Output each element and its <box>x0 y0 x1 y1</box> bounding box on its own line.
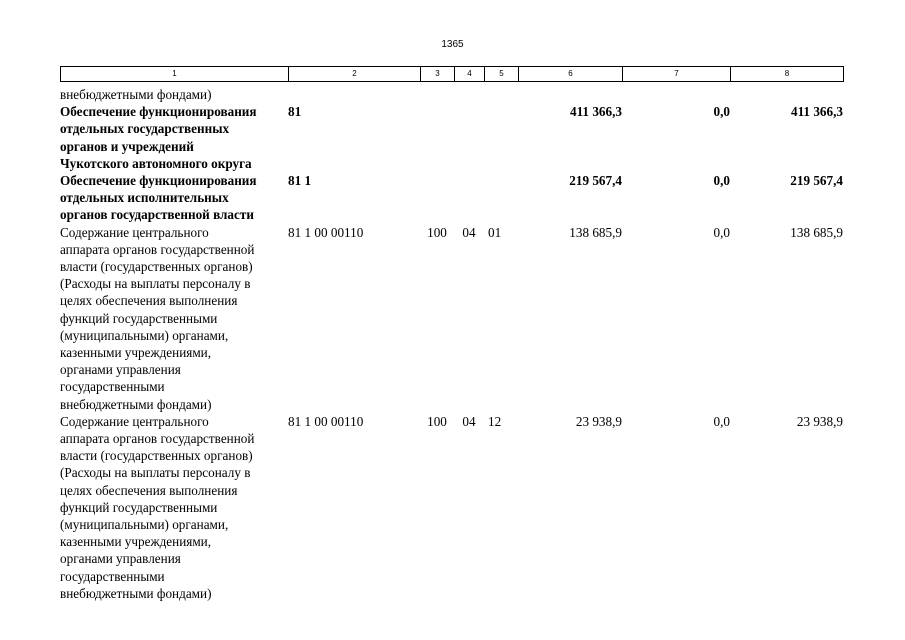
amount-change: 0,0 <box>713 104 730 120</box>
column-header-5: 5 <box>485 67 519 82</box>
table-row <box>60 86 850 103</box>
expense-name <box>60 86 288 103</box>
subsection-code: 12 <box>488 413 502 429</box>
column-header-7: 7 <box>623 67 731 82</box>
expense-name-line: Обеспечение функционирования <box>60 104 257 120</box>
amount-sum: 411 366,3 <box>790 104 843 120</box>
expense-name <box>60 224 288 413</box>
expense-name-line: органами управления <box>60 551 181 567</box>
column-header-8: 8 <box>731 67 844 82</box>
expense-name-line: власти (государственных органов) <box>60 259 253 275</box>
amount-change: 0,0 <box>713 224 730 240</box>
expense-name <box>60 103 288 172</box>
expense-type-code: 100 <box>427 224 447 240</box>
column-header-3: 3 <box>421 67 455 82</box>
expense-name-line: (Расходы на выплаты персоналу в <box>60 276 251 292</box>
target-article-code: 81 1 <box>288 173 312 189</box>
column-header-row <box>61 67 844 82</box>
target-article-code: 81 1 00 00110 <box>288 224 364 240</box>
page-number: 1365 <box>441 39 464 50</box>
amount-total: 23 938,9 <box>575 413 622 429</box>
table-row <box>60 172 850 224</box>
amount-total: 219 567,4 <box>569 173 622 189</box>
expense-name-line: органами управления <box>60 362 181 378</box>
expense-name-line: целях обеспечения выполнения <box>60 482 238 498</box>
expense-name-line: функций государственными <box>60 499 218 515</box>
expense-name-line: внебюджетными фондами) <box>60 87 212 102</box>
target-article-code: 81 1 00 00110 <box>288 413 364 429</box>
column-header-6: 6 <box>519 67 623 82</box>
expense-name-line: (муниципальными) органами, <box>60 327 229 343</box>
expense-name-line: аппарата органов государственной <box>60 241 255 257</box>
expense-name-line: аппарата органов государственной <box>60 431 255 447</box>
column-header-1: 1 <box>61 67 289 82</box>
expense-type-code: 100 <box>427 413 447 429</box>
expense-name-line: отдельных исполнительных <box>60 190 229 206</box>
table-row <box>60 103 850 172</box>
expense-name-line: власти (государственных органов) <box>60 448 253 464</box>
column-header-table <box>60 66 844 82</box>
expense-name-line: внебюджетными фондами) <box>60 396 212 412</box>
expense-name-line: государственными <box>60 379 165 395</box>
amount-change: 0,0 <box>713 413 730 429</box>
table-row <box>60 413 850 602</box>
expense-name <box>60 172 288 224</box>
expense-name-line: казенными учреждениями, <box>60 345 212 361</box>
amount-change: 0,0 <box>713 173 730 189</box>
expense-name-line: Содержание центрального <box>60 413 209 429</box>
amount-sum: 219 567,4 <box>790 173 843 189</box>
amount-total: 411 366,3 <box>569 104 622 120</box>
subsection-code: 01 <box>488 224 502 240</box>
table-row <box>60 224 850 413</box>
expense-name-line: органов государственной власти <box>60 207 254 223</box>
expense-name-line: внебюджетными фондами) <box>60 585 212 601</box>
column-header-2: 2 <box>289 67 421 82</box>
amount-sum: 23 938,9 <box>796 413 843 429</box>
expense-name-line: функций государственными <box>60 310 218 326</box>
column-header-4: 4 <box>455 67 485 82</box>
expense-name-line: органов и учреждений <box>60 138 194 154</box>
expense-name-line: целях обеспечения выполнения <box>60 293 238 309</box>
expense-name-line: отдельных государственных <box>60 121 230 137</box>
expense-name-line: казенными учреждениями, <box>60 534 212 550</box>
expense-name <box>60 413 288 602</box>
expense-name-line: Чукотского автономного округа <box>60 155 252 171</box>
expense-name-line: Содержание центрального <box>60 224 209 240</box>
section-code: 04 <box>462 413 476 429</box>
expense-name-line: (муниципальными) органами, <box>60 517 229 533</box>
expense-name-line: (Расходы на выплаты персоналу в <box>60 465 251 481</box>
section-code: 04 <box>462 224 476 240</box>
amount-total: 138 685,9 <box>569 224 622 240</box>
expense-name-line: Обеспечение функционирования <box>60 173 257 189</box>
expense-name-line: государственными <box>60 568 165 584</box>
target-article-code: 81 <box>288 104 302 120</box>
budget-table-body <box>60 86 850 602</box>
amount-sum: 138 685,9 <box>790 224 843 240</box>
